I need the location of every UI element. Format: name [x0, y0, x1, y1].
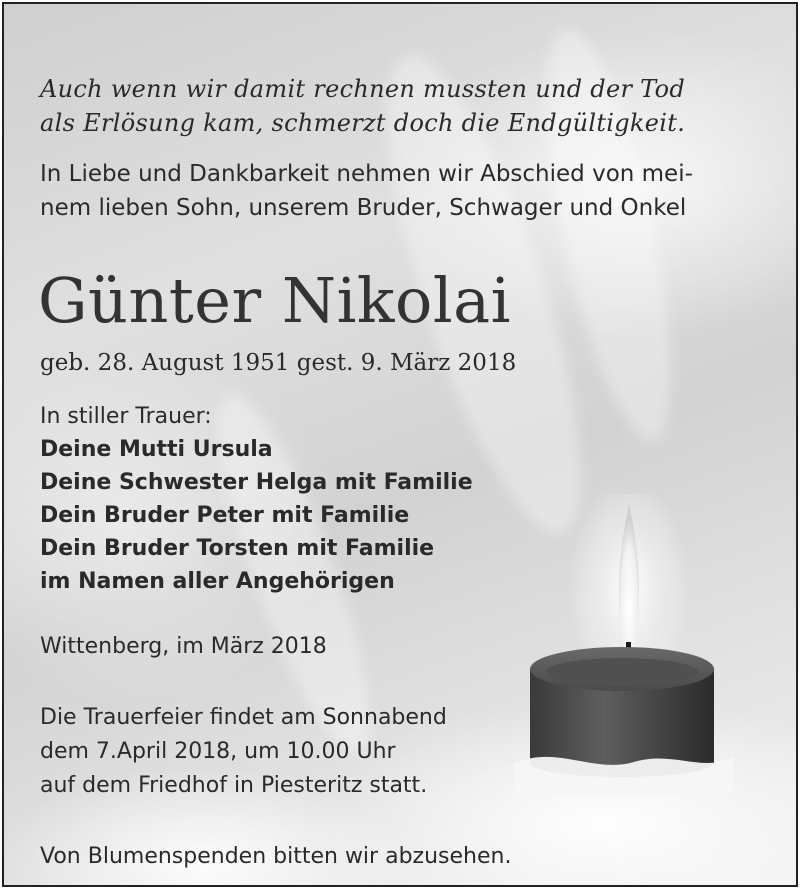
intro-line: nem lieben Sohn, unserem Bruder, Schwager und Onkel: [40, 195, 687, 221]
intro-line: In Liebe und Dankbarkeit nehmen wir Abschied von mei-: [40, 161, 693, 187]
mourner-name: Dein Bruder Torsten mit Familie: [40, 536, 435, 561]
motto-line: als Erlösung kam, schmerzt doch die Endgültigkeit.: [40, 109, 686, 137]
motto-line: Auch wenn wir damit rechnen mussten und der Tod: [40, 75, 686, 103]
intro-text: [40, 157, 693, 225]
flowers-note: Von Blumenspenden bitten wir abzusehen.: [40, 844, 512, 869]
obituary-card: [2, 2, 798, 887]
life-dates: geb. 28. August 1951 gest. 9. März 2018: [40, 350, 517, 376]
mourner-name: Deine Mutti Ursula: [40, 437, 273, 462]
deceased-name: Günter Nikolai: [38, 264, 511, 337]
funeral-service-info: [40, 701, 447, 803]
mourner-name: Deine Schwester Helga mit Familie: [40, 470, 473, 495]
service-line: auf dem Friedhof in Piesteritz statt.: [40, 773, 428, 798]
mourners-list: [40, 400, 473, 598]
place-date: Wittenberg, im März 2018: [40, 634, 327, 659]
mourner-name: im Namen aller Angehörigen: [40, 569, 395, 594]
service-line: dem 7.April 2018, um 10.00 Uhr: [40, 739, 396, 764]
candle-icon: [514, 494, 734, 794]
mourners-heading: In stiller Trauer:: [40, 404, 212, 429]
service-line: Die Trauerfeier findet am Sonnabend: [40, 705, 447, 730]
mourner-name: Dein Bruder Peter mit Familie: [40, 503, 410, 528]
motto-quote: [40, 72, 685, 140]
